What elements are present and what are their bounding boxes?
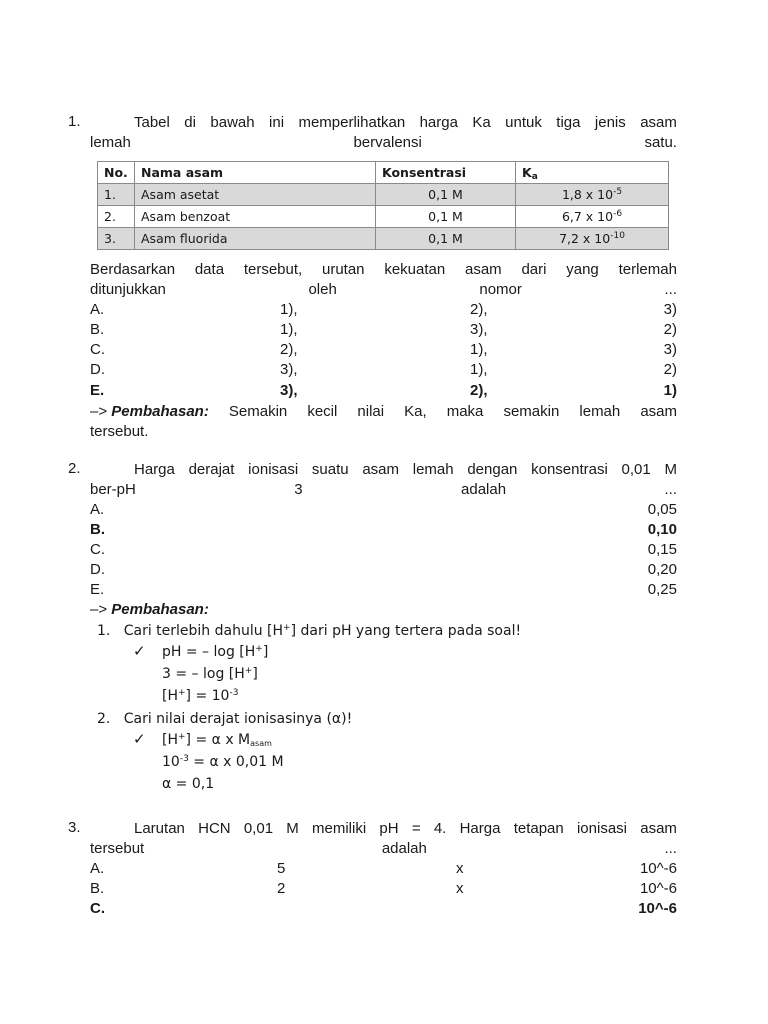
table-header-ka: $K_a$ <box>516 162 669 184</box>
question-1-explanation-line1: –> Pembahasan: Semakin kecil nilai Ka, maka semakin lemah asam <box>90 403 677 420</box>
option-b-correct: B. 0,10 <box>90 521 677 538</box>
step-1-line2: 3 = – log [H+] <box>162 666 258 682</box>
option-a: A. 1), 2), 3) <box>90 301 677 318</box>
option-a: A. 5 x 10^-6 <box>90 860 677 877</box>
question-2-text-line2: ber-pH 3 adalah ... <box>90 481 677 498</box>
question-1-prompt-line2: ditunjukkan oleh nomor ... <box>90 281 677 298</box>
step-2-line2: $10^{-3} = \alpha$ x 0,01 M <box>162 754 284 770</box>
option-b: B. 1), 3), 2) <box>90 321 677 338</box>
option-d: D. 0,20 <box>90 561 677 578</box>
question-2-explanation-label: –> Pembahasan: <box>90 601 209 618</box>
option-c: C. 2), 1), 3) <box>90 341 677 358</box>
step-2-heading: 2. Cari nilai derajat ionisasinya (α)! <box>97 711 353 727</box>
question-3-text-line2: tersebut adalah ... <box>90 840 677 857</box>
question-1-prompt-line1: Berdasarkan data tersebut, urutan kekuatan asam dari yang terlemah <box>90 261 677 278</box>
step-1-heading: 1. Cari terlebih dahulu [H+] dari pH yang tertera pada soal! <box>97 623 522 639</box>
option-c: C. 10^-6 <box>90 900 677 917</box>
question-2-number: 2. <box>68 460 81 477</box>
step-1-line3: $[H^+] = 10^{-3}$ <box>162 688 239 704</box>
question-3-text-line1: Larutan HCN 0,01 M memiliki pH = 4. Harga tetapan ionisasi asam <box>134 820 677 837</box>
check-icon: ✓ <box>133 642 146 660</box>
option-e: E. 0,25 <box>90 581 677 598</box>
table-row: 2. Asam benzoat 0,1 M 6,7 x $10^{-6}$ <box>98 206 669 228</box>
question-1-text-line1: Tabel di bawah ini memperlihatkan harga Ka untuk tiga jenis asam <box>134 114 677 131</box>
table-row: 1. Asam asetat 0,1 M 1,8 x $10^{-5}$ <box>98 184 669 206</box>
ka-table-header <box>98 162 669 184</box>
step-2-line3: α = 0,1 <box>162 776 215 792</box>
table-row: 3. Asam fluorida 0,1 M 7,2 x $10^{-10}$ <box>98 228 669 250</box>
option-b: B. 2 x 10^-6 <box>90 880 677 897</box>
option-a: A. 0,05 <box>90 501 677 518</box>
check-icon: ✓ <box>133 730 146 748</box>
table-header-no: No. <box>98 162 135 184</box>
question-2-text-line1: Harga derajat ionisasi suatu asam lemah dengan konsentrasi 0,01 M <box>134 461 677 478</box>
ka-table <box>97 161 669 250</box>
question-3-number: 3. <box>68 819 81 836</box>
question-1-number: 1. <box>68 113 81 130</box>
table-header-concentration: Konsentrasi <box>376 162 516 184</box>
table-header-name: Nama asam <box>135 162 376 184</box>
option-e-correct: E. 3), 2), 1) <box>90 382 677 399</box>
step-1-line1: pH = – log [H+] <box>162 644 269 660</box>
option-c: C. 0,15 <box>90 541 677 558</box>
step-2-line1: [H+] = α x $M_{asam}$ <box>162 732 272 748</box>
option-d: D. 3), 1), 2) <box>90 361 677 378</box>
question-1-text-line2: lemah bervalensi satu. <box>90 134 677 151</box>
question-1-explanation-line2: tersebut. <box>90 423 149 440</box>
